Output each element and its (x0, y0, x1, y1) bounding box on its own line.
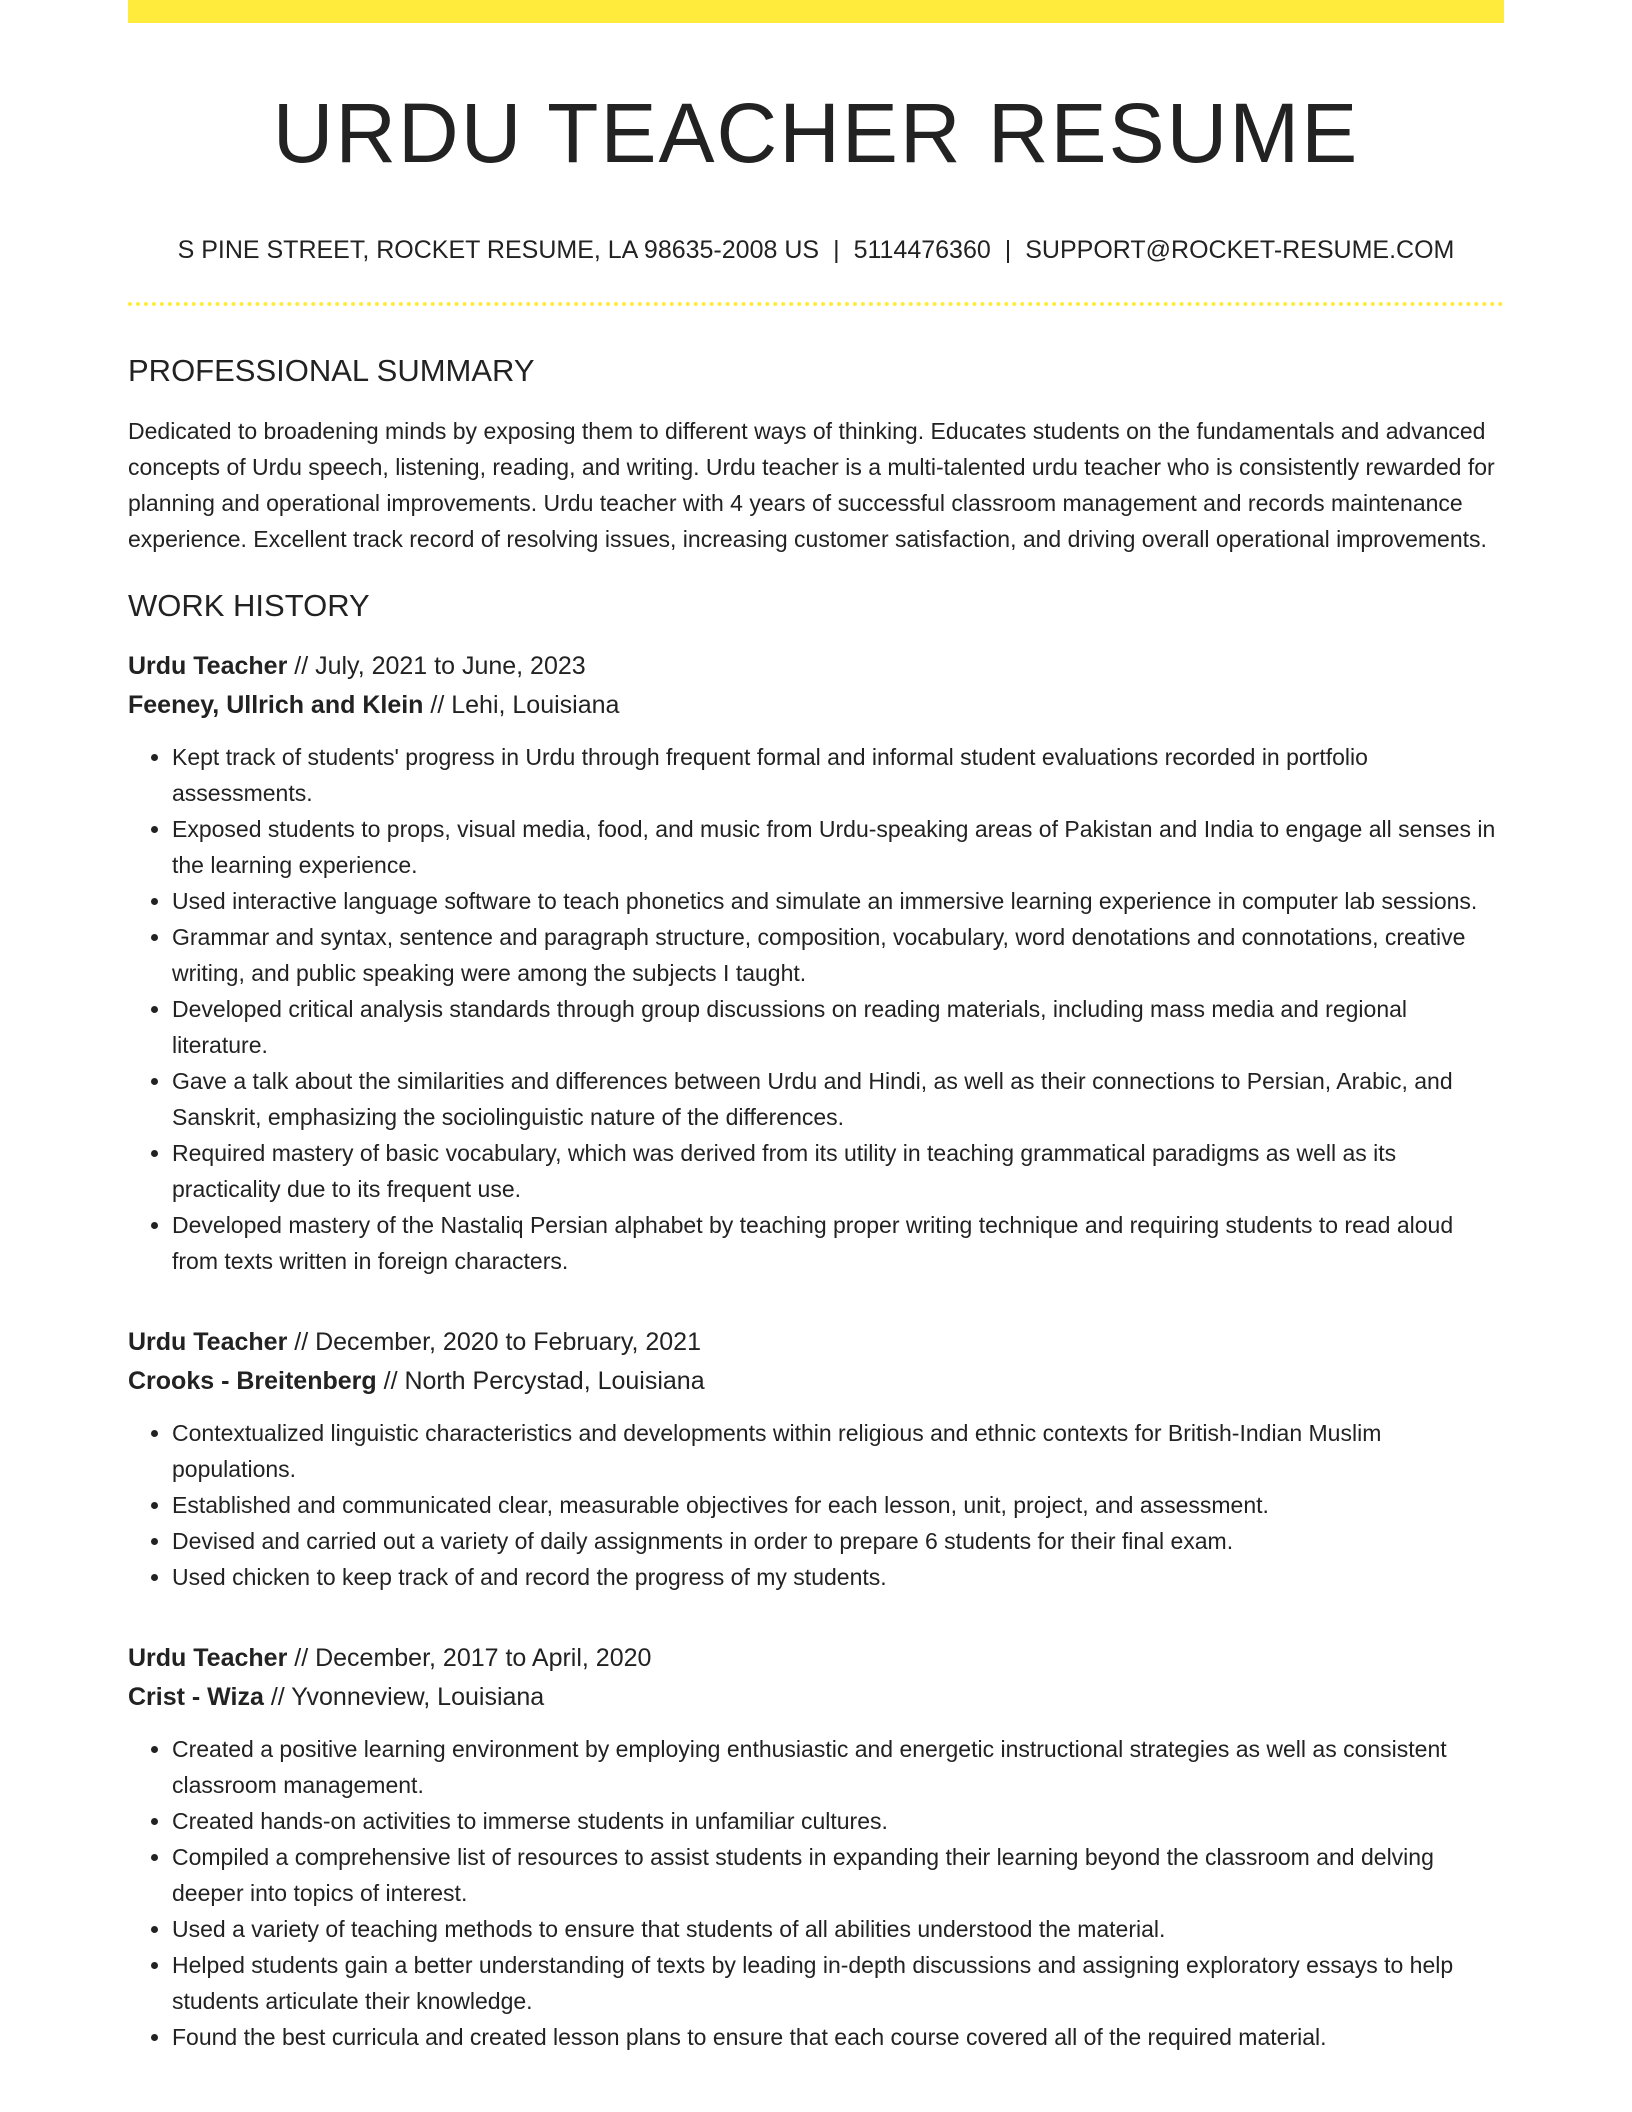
job-company: Feeney, Ullrich and Klein (128, 690, 424, 719)
job-company-line (128, 686, 1504, 725)
job-dates: // July, 2021 to June, 2023 (287, 651, 586, 680)
professional-summary-text: Dedicated to broadening minds by exposing them to different ways of thinking. Educates students on the fundamentals and advanced concepts of Urdu speech, listening, reading, and writing. Urdu teacher is a multi-talented urdu teacher who is consistently rewarded for planning and operational improvements. Urdu teacher with 4 years of successful classroom management and records maintenance experience. Excellent track record of resolving issues, increasing customer satisfaction, and driving overall operational improvements. (128, 418, 1495, 553)
job-bullet: • Exposed students to props, visual media, food, and music from Urdu-speaking areas of Pakistan and India to engage all senses in the learning experience. (172, 811, 1504, 883)
job-entry (128, 1323, 1504, 1595)
contact-address: S PINE STREET, ROCKET RESUME, LA 98635-2008 US (177, 235, 820, 264)
job-title: Urdu Teacher (128, 1643, 288, 1672)
contact-line (128, 234, 1504, 267)
job-company: Crooks - Breitenberg (128, 1366, 377, 1395)
job-bullet: • Found the best curricula and created lesson plans to ensure that each course covered all of the required material. (172, 2019, 1504, 2055)
job-title-line (128, 1323, 1504, 1362)
job-title: Urdu Teacher (128, 1327, 288, 1356)
job-company-line (128, 1678, 1504, 1717)
job-bullet: • Created hands-on activities to immerse students in unfamiliar cultures. (172, 1803, 1504, 1839)
job-dates: // December, 2020 to February, 2021 (287, 1327, 701, 1356)
job-location: // Lehi, Louisiana (423, 690, 620, 719)
job-bullet: • Compiled a comprehensive list of resources to assist students in expanding their learning beyond the classroom and delving deeper into topics of interest. (172, 1839, 1504, 1911)
job-title: Urdu Teacher (128, 651, 288, 680)
top-accent-bar (128, 0, 1504, 23)
job-bullet: • Developed mastery of the Nastaliq Persian alphabet by teaching proper writing technique and requiring students to read aloud from texts written in foreign characters. (172, 1207, 1504, 1279)
job-bullet: • Established and communicated clear, measurable objectives for each lesson, unit, project, and assessment. (172, 1487, 1504, 1523)
job-bullet-list (128, 739, 1504, 1279)
resume-page (128, 0, 1504, 2055)
job-bullet: • Used a variety of teaching methods to ensure that students of all abilities understood the material. (172, 1911, 1504, 1947)
job-dates: // December, 2017 to April, 2020 (287, 1643, 652, 1672)
job-title-line (128, 647, 1504, 686)
work-history-heading: WORK HISTORY (128, 588, 370, 624)
contact-phone: 5114476360 (853, 235, 991, 264)
job-bullet-list (128, 1731, 1504, 2055)
job-company-line (128, 1362, 1504, 1401)
job-bullet-list (128, 1415, 1504, 1595)
job-bullet: • Developed critical analysis standards through group discussions on reading materials, including mass media and regional literature. (172, 991, 1504, 1063)
job-entry (128, 1639, 1504, 2055)
resume-title: URDU TEACHER RESUME (272, 86, 1360, 180)
job-bullet: • Used chicken to keep track of and record the progress of my students. (172, 1559, 1504, 1595)
contact-separator: | (833, 235, 840, 264)
job-bullet: • Required mastery of basic vocabulary, which was derived from its utility in teaching grammatical paradigms as well as its practicality due to its frequent use. (172, 1135, 1504, 1207)
job-company: Crist - Wiza (128, 1682, 264, 1711)
job-bullet: • Gave a talk about the similarities and differences between Urdu and Hindi, as well as their connections to Persian, Arabic, and Sanskrit, emphasizing the sociolinguistic nature of the differences. (172, 1063, 1504, 1135)
job-bullet: • Grammar and syntax, sentence and paragraph structure, composition, vocabulary, word denotations and connotations, creative writing, and public speaking were among the subjects I taught. (172, 919, 1504, 991)
job-location: // North Percystad, Louisiana (376, 1366, 705, 1395)
job-entry (128, 647, 1504, 1279)
job-bullet: • Contextualized linguistic characteristics and developments within religious and ethnic contexts for British-Indian Muslim populations. (172, 1415, 1504, 1487)
professional-summary-heading: PROFESSIONAL SUMMARY (128, 353, 535, 389)
job-bullet: • Kept track of students' progress in Urdu through frequent formal and informal student evaluations recorded in portfolio assessments. (172, 739, 1504, 811)
dotted-divider (128, 302, 1504, 306)
job-bullet: • Created a positive learning environment by employing enthusiastic and energetic instructional strategies as well as consistent classroom management. (172, 1731, 1504, 1803)
contact-separator: | (1004, 235, 1012, 264)
job-bullet: • Helped students gain a better understanding of texts by leading in-depth discussions and assigning exploratory essays to help students articulate their knowledge. (172, 1947, 1504, 2019)
job-bullet: • Used interactive language software to teach phonetics and simulate an immersive learning experience in computer lab sessions. (172, 883, 1504, 919)
contact-email: SUPPORT@ROCKET-RESUME.COM (1025, 235, 1455, 264)
job-location: // Yvonneview, Louisiana (263, 1682, 545, 1711)
job-bullet: • Devised and carried out a variety of daily assignments in order to prepare 6 students for their final exam. (172, 1523, 1504, 1559)
job-title-line (128, 1639, 1504, 1678)
